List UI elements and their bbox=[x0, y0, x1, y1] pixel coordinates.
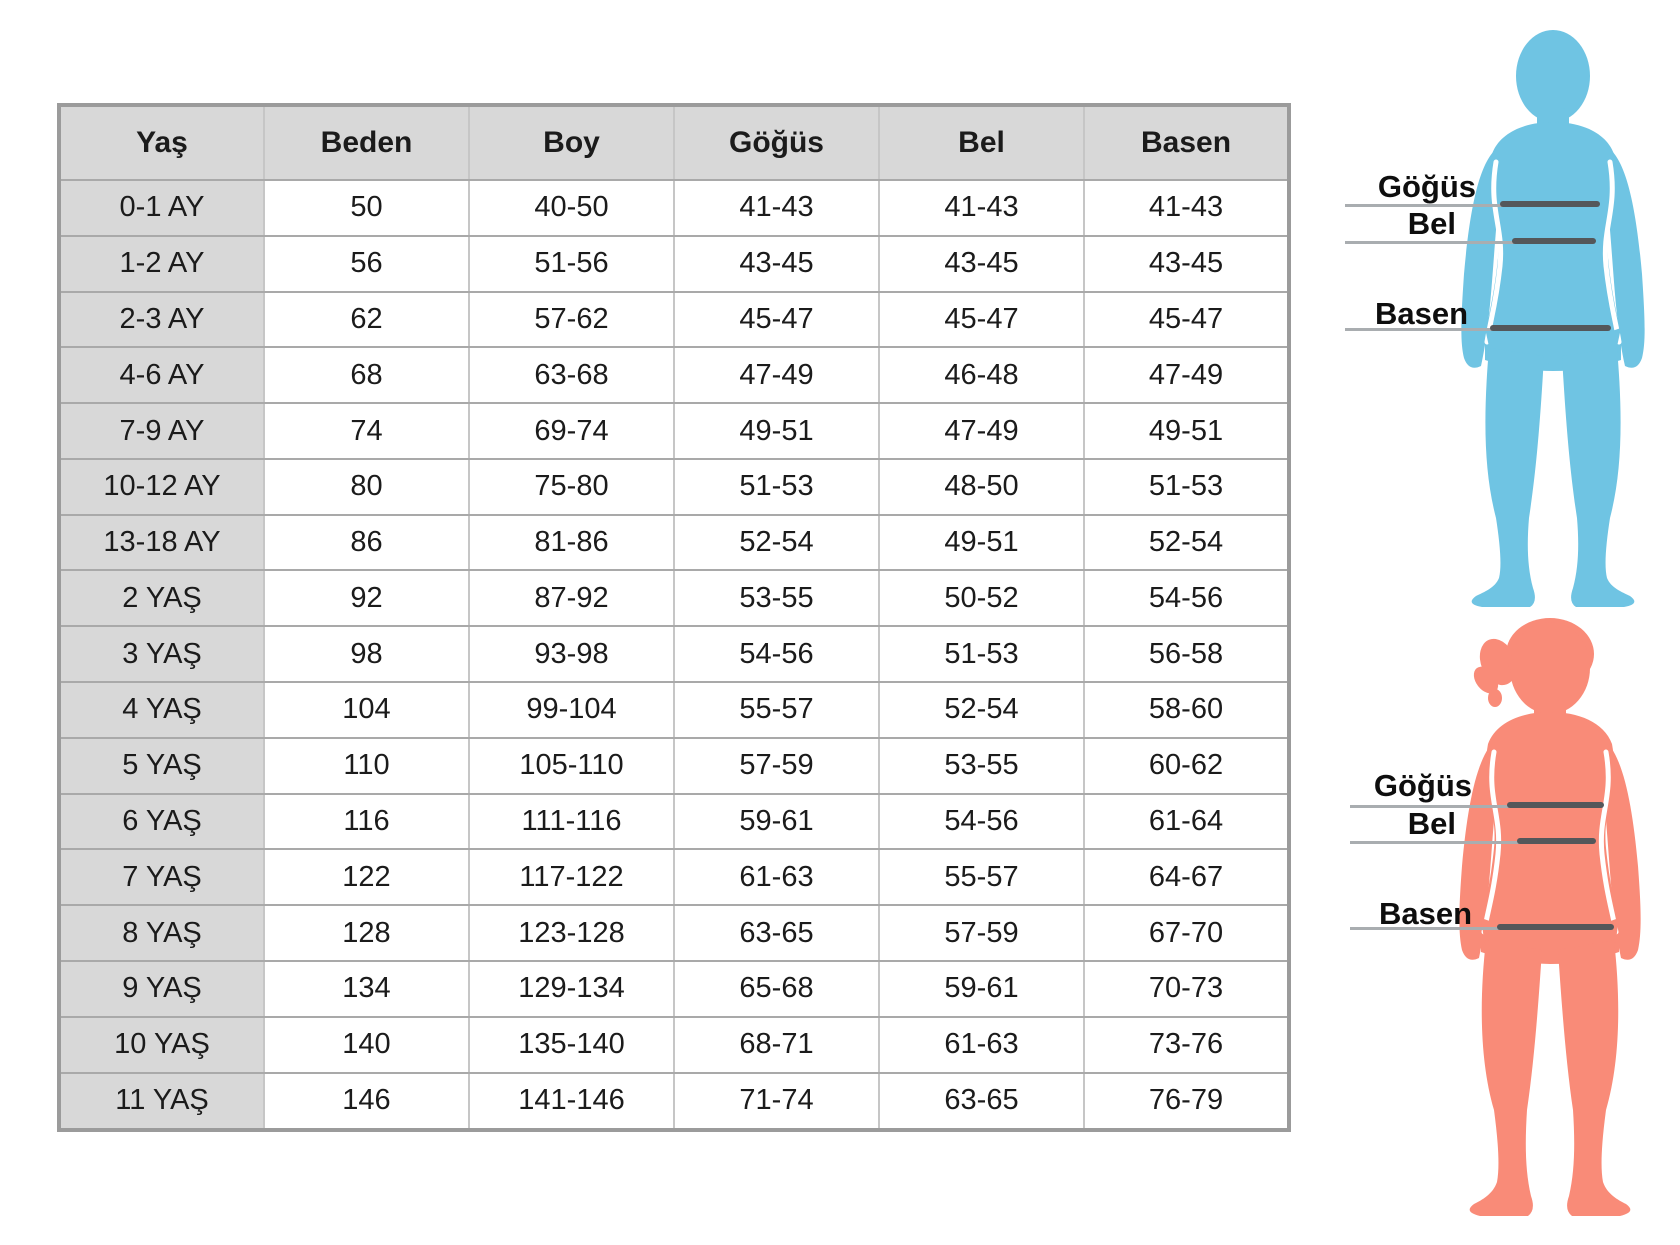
girl-hip-label: Basen bbox=[1378, 896, 1472, 931]
value-cell: 128 bbox=[264, 905, 469, 961]
value-cell: 53-55 bbox=[879, 738, 1084, 794]
value-cell: 61-64 bbox=[1084, 794, 1289, 850]
value-cell: 63-68 bbox=[469, 347, 674, 403]
value-cell: 40-50 bbox=[469, 180, 674, 236]
value-cell: 57-59 bbox=[674, 738, 879, 794]
value-cell: 49-51 bbox=[674, 403, 879, 459]
value-cell: 60-62 bbox=[1084, 738, 1289, 794]
value-cell: 52-54 bbox=[1084, 515, 1289, 571]
value-cell: 86 bbox=[264, 515, 469, 571]
age-cell: 7 YAŞ bbox=[59, 849, 264, 905]
value-cell: 49-51 bbox=[1084, 403, 1289, 459]
value-cell: 57-59 bbox=[879, 905, 1084, 961]
value-cell: 47-49 bbox=[674, 347, 879, 403]
boy-chest-label: Göğüs bbox=[1377, 169, 1476, 204]
value-cell: 110 bbox=[264, 738, 469, 794]
value-cell: 55-57 bbox=[674, 682, 879, 738]
girl-chest-label: Göğüs bbox=[1373, 768, 1472, 803]
value-cell: 75-80 bbox=[469, 459, 674, 515]
table-row bbox=[59, 347, 1289, 403]
value-cell: 105-110 bbox=[469, 738, 674, 794]
table-row bbox=[59, 905, 1289, 961]
value-cell: 140 bbox=[264, 1017, 469, 1073]
girl-chest-measure-line bbox=[1507, 802, 1604, 808]
value-cell: 116 bbox=[264, 794, 469, 850]
value-cell: 111-116 bbox=[469, 794, 674, 850]
table-row bbox=[59, 180, 1289, 236]
value-cell: 70-73 bbox=[1084, 961, 1289, 1017]
boy-waist-label: Bel bbox=[1407, 206, 1456, 241]
value-cell: 141-146 bbox=[469, 1073, 674, 1131]
table-row bbox=[59, 738, 1289, 794]
table-row bbox=[59, 682, 1289, 738]
value-cell: 43-45 bbox=[674, 236, 879, 292]
value-cell: 54-56 bbox=[879, 794, 1084, 850]
table-row bbox=[59, 459, 1289, 515]
value-cell: 53-55 bbox=[674, 570, 879, 626]
age-cell: 8 YAŞ bbox=[59, 905, 264, 961]
value-cell: 51-56 bbox=[469, 236, 674, 292]
table-row bbox=[59, 292, 1289, 348]
value-cell: 45-47 bbox=[1084, 292, 1289, 348]
table-row bbox=[59, 1073, 1289, 1131]
table-row bbox=[59, 961, 1289, 1017]
value-cell: 51-53 bbox=[1084, 459, 1289, 515]
header-cell: Basen bbox=[1084, 105, 1289, 180]
value-cell: 129-134 bbox=[469, 961, 674, 1017]
value-cell: 67-70 bbox=[1084, 905, 1289, 961]
value-cell: 81-86 bbox=[469, 515, 674, 571]
value-cell: 50-52 bbox=[879, 570, 1084, 626]
value-cell: 52-54 bbox=[879, 682, 1084, 738]
value-cell: 61-63 bbox=[674, 849, 879, 905]
age-cell: 1-2 AY bbox=[59, 236, 264, 292]
value-cell: 80 bbox=[264, 459, 469, 515]
table-row bbox=[59, 403, 1289, 459]
table-row bbox=[59, 515, 1289, 571]
age-cell: 4-6 AY bbox=[59, 347, 264, 403]
value-cell: 146 bbox=[264, 1073, 469, 1131]
age-cell: 6 YAŞ bbox=[59, 794, 264, 850]
value-cell: 68 bbox=[264, 347, 469, 403]
value-cell: 62 bbox=[264, 292, 469, 348]
header-cell: Beden bbox=[264, 105, 469, 180]
age-cell: 10 YAŞ bbox=[59, 1017, 264, 1073]
value-cell: 56-58 bbox=[1084, 626, 1289, 682]
age-cell: 3 YAŞ bbox=[59, 626, 264, 682]
value-cell: 73-76 bbox=[1084, 1017, 1289, 1073]
boy-hip-label: Basen bbox=[1374, 296, 1468, 331]
value-cell: 56 bbox=[264, 236, 469, 292]
value-cell: 57-62 bbox=[469, 292, 674, 348]
boy-silhouette bbox=[1438, 26, 1650, 611]
value-cell: 61-63 bbox=[879, 1017, 1084, 1073]
age-cell: 5 YAŞ bbox=[59, 738, 264, 794]
value-cell: 41-43 bbox=[879, 180, 1084, 236]
value-cell: 68-71 bbox=[674, 1017, 879, 1073]
age-cell: 10-12 AY bbox=[59, 459, 264, 515]
header-row bbox=[59, 105, 1289, 180]
boy-chest-measure-line bbox=[1500, 201, 1600, 207]
value-cell: 58-60 bbox=[1084, 682, 1289, 738]
header-cell: Boy bbox=[469, 105, 674, 180]
value-cell: 117-122 bbox=[469, 849, 674, 905]
value-cell: 123-128 bbox=[469, 905, 674, 961]
table-row bbox=[59, 794, 1289, 850]
table-row bbox=[59, 626, 1289, 682]
age-cell: 2 YAŞ bbox=[59, 570, 264, 626]
value-cell: 98 bbox=[264, 626, 469, 682]
value-cell: 71-74 bbox=[674, 1073, 879, 1131]
girl-waist-measure-line bbox=[1517, 838, 1596, 844]
value-cell: 74 bbox=[264, 403, 469, 459]
age-cell: 0-1 AY bbox=[59, 180, 264, 236]
age-cell: 2-3 AY bbox=[59, 292, 264, 348]
header-cell: Göğüs bbox=[674, 105, 879, 180]
value-cell: 47-49 bbox=[879, 403, 1084, 459]
value-cell: 49-51 bbox=[879, 515, 1084, 571]
value-cell: 59-61 bbox=[674, 794, 879, 850]
value-cell: 63-65 bbox=[674, 905, 879, 961]
value-cell: 69-74 bbox=[469, 403, 674, 459]
age-cell: 7-9 AY bbox=[59, 403, 264, 459]
value-cell: 48-50 bbox=[879, 459, 1084, 515]
girl-hip-measure-line bbox=[1497, 924, 1614, 930]
value-cell: 54-56 bbox=[674, 626, 879, 682]
value-cell: 63-65 bbox=[879, 1073, 1084, 1131]
table-row bbox=[59, 1017, 1289, 1073]
value-cell: 41-43 bbox=[674, 180, 879, 236]
value-cell: 45-47 bbox=[879, 292, 1084, 348]
table-row bbox=[59, 849, 1289, 905]
value-cell: 104 bbox=[264, 682, 469, 738]
value-cell: 99-104 bbox=[469, 682, 674, 738]
value-cell: 55-57 bbox=[879, 849, 1084, 905]
value-cell: 43-45 bbox=[879, 236, 1084, 292]
value-cell: 52-54 bbox=[674, 515, 879, 571]
girl-waist-leader-line bbox=[1350, 841, 1520, 844]
value-cell: 46-48 bbox=[879, 347, 1084, 403]
boy-waist-measure-line bbox=[1512, 238, 1596, 244]
value-cell: 41-43 bbox=[1084, 180, 1289, 236]
value-cell: 51-53 bbox=[674, 459, 879, 515]
value-cell: 93-98 bbox=[469, 626, 674, 682]
header-cell: Bel bbox=[879, 105, 1084, 180]
value-cell: 45-47 bbox=[674, 292, 879, 348]
size-table bbox=[57, 103, 1291, 1132]
value-cell: 135-140 bbox=[469, 1017, 674, 1073]
value-cell: 51-53 bbox=[879, 626, 1084, 682]
value-cell: 47-49 bbox=[1084, 347, 1289, 403]
value-cell: 92 bbox=[264, 570, 469, 626]
value-cell: 76-79 bbox=[1084, 1073, 1289, 1131]
age-cell: 9 YAŞ bbox=[59, 961, 264, 1017]
value-cell: 122 bbox=[264, 849, 469, 905]
boy-hip-measure-line bbox=[1490, 325, 1611, 331]
girl-waist-label: Bel bbox=[1407, 806, 1456, 841]
value-cell: 65-68 bbox=[674, 961, 879, 1017]
value-cell: 64-67 bbox=[1084, 849, 1289, 905]
value-cell: 50 bbox=[264, 180, 469, 236]
age-cell: 13-18 AY bbox=[59, 515, 264, 571]
header-cell: Yaş bbox=[59, 105, 264, 180]
age-cell: 4 YAŞ bbox=[59, 682, 264, 738]
age-cell: 11 YAŞ bbox=[59, 1073, 264, 1131]
value-cell: 134 bbox=[264, 961, 469, 1017]
value-cell: 54-56 bbox=[1084, 570, 1289, 626]
table-row bbox=[59, 570, 1289, 626]
value-cell: 59-61 bbox=[879, 961, 1084, 1017]
boy-silhouette-image bbox=[1438, 26, 1650, 611]
boy-waist-leader-line bbox=[1345, 241, 1515, 244]
value-cell: 87-92 bbox=[469, 570, 674, 626]
table-row bbox=[59, 236, 1289, 292]
value-cell: 43-45 bbox=[1084, 236, 1289, 292]
